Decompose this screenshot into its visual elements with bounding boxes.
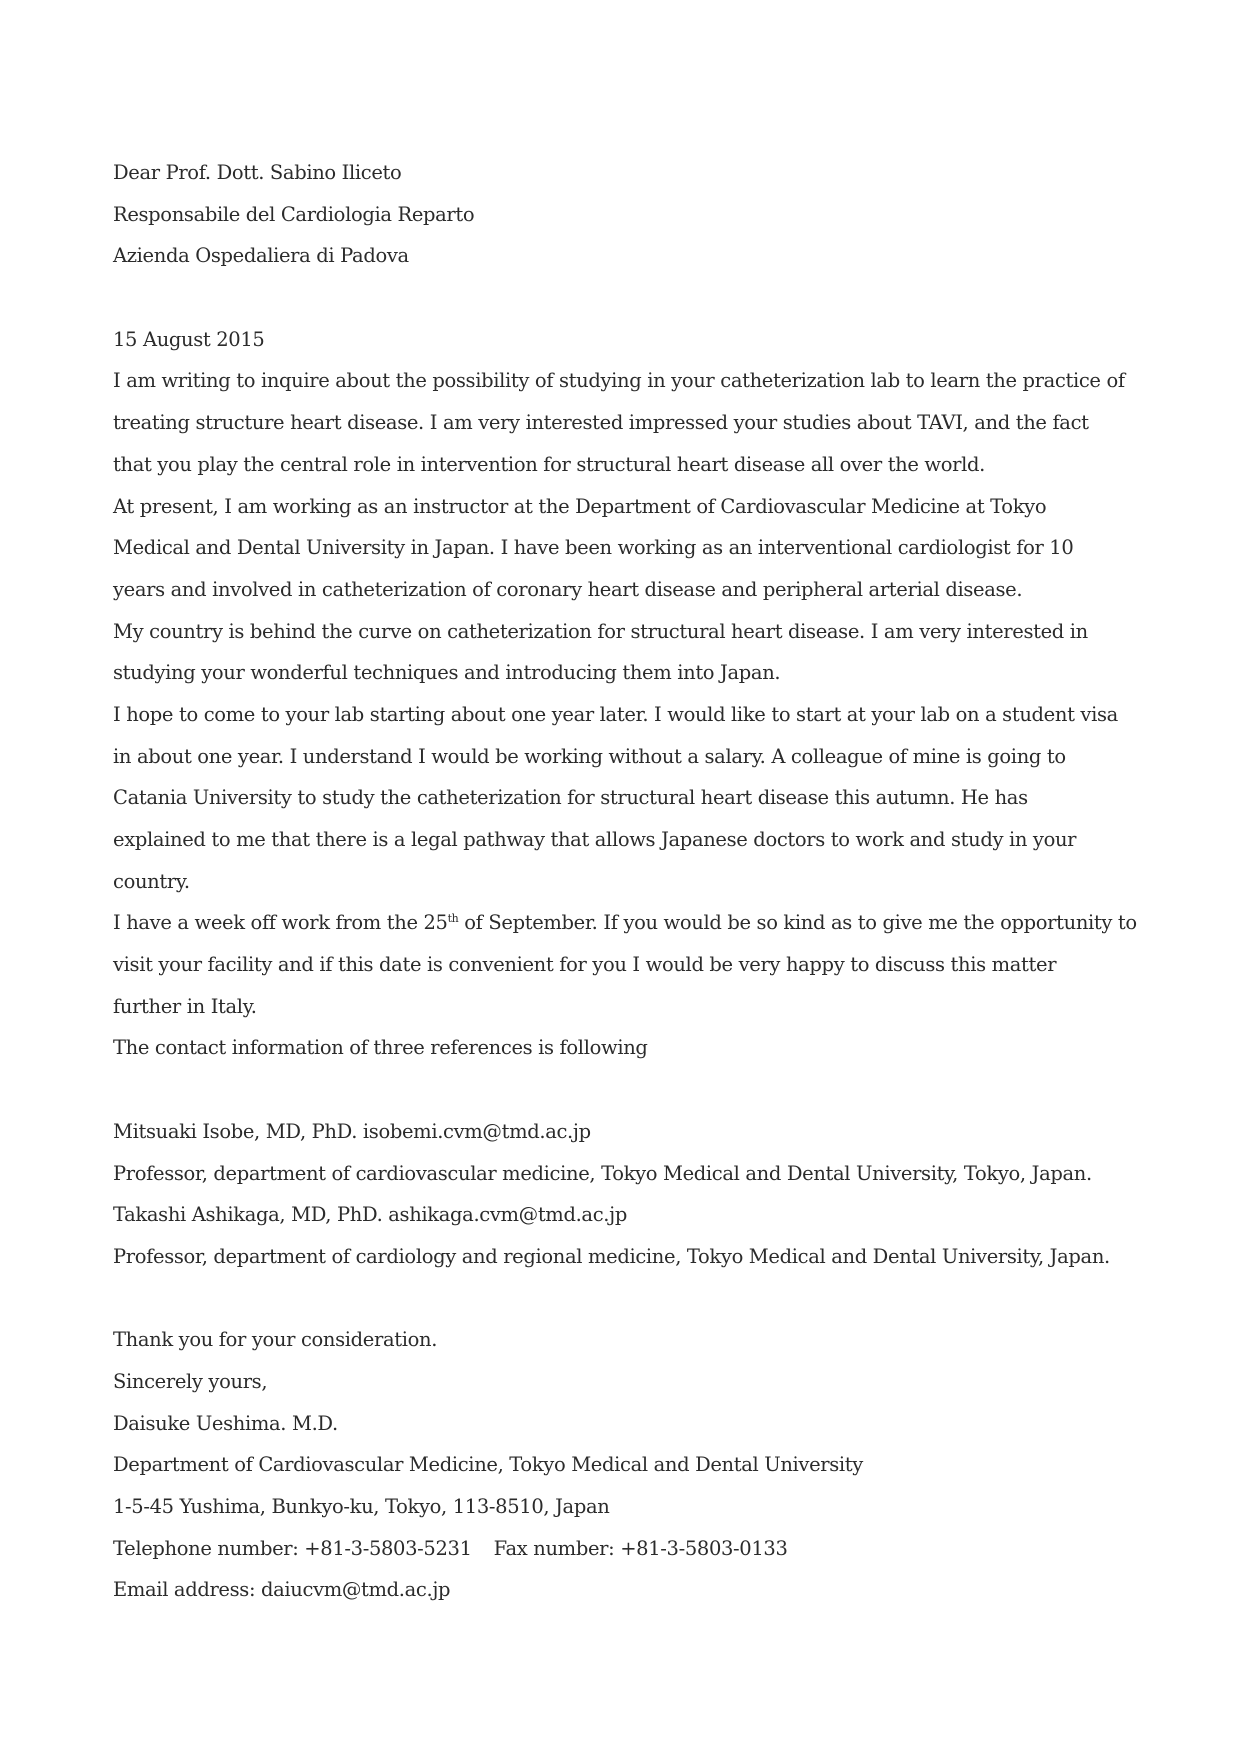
body-line: country. [113, 869, 190, 893]
fax-number: Fax number: +81-3-5803-0133 [493, 1536, 788, 1560]
body-line: further in Italy. [113, 994, 257, 1018]
body-line: explained to me that there is a legal pathway that allows Japanese doctors to work and study in your [113, 828, 1077, 851]
recipient-institution: Azienda Ospedaliera di Padova [113, 244, 409, 268]
spacer [113, 1278, 1133, 1320]
body-line: studying your wonderful techniques and introducing them into Japan. [113, 661, 781, 685]
ordinal-suffix: th [447, 912, 459, 926]
reference-name: Mitsuaki Isobe, MD, PhD. isobemi.cvm@tmd.ac.jp [113, 1119, 591, 1143]
references-intro: The contact information of three references is following [113, 1036, 648, 1060]
references-list [113, 1111, 1133, 1278]
closing-signoff: Sincerely yours, [113, 1369, 268, 1393]
paragraph-plan [113, 694, 1133, 902]
signature-name: Daisuke Ueshima. M.D. [113, 1411, 338, 1435]
body-line [113, 902, 1137, 944]
spacer [113, 1069, 1133, 1111]
body-text: I have a week off work from the 25 [113, 911, 448, 935]
paragraph-visit [113, 902, 1137, 1027]
reference-affiliation: Professor, department of cardiovascular medicine, Tokyo Medical and Dental University, Tokyo, Japan. [113, 1161, 1092, 1185]
body-line: I am writing to inquire about the possibility of studying in your catheterization lab to learn the practice of [113, 369, 1125, 393]
body-line: My country is behind the curve on catheterization for structural heart disease. I am very interested in [113, 619, 1088, 643]
body-line: I hope to come to your lab starting about one year later. I would like to start at your lab on a student visa [113, 702, 1118, 726]
letter-page [113, 152, 1137, 1611]
body-line: treating structure heart disease. I am very interested impressed your studies about TAVI, and the fact [113, 411, 1089, 435]
spacer [113, 277, 1133, 319]
reference-name: Takashi Ashikaga, MD, PhD. ashikaga.cvm@tmd.ac.jp [113, 1203, 627, 1227]
telephone-number: Telephone number: +81-3-5803-5231 [113, 1536, 472, 1560]
paragraph-background [113, 486, 1133, 611]
reference-affiliation: Professor, department of cardiology and regional medicine, Tokyo Medical and Dental University, Japan. [113, 1244, 1110, 1268]
recipient-title: Responsabile del Cardiologia Reparto [113, 202, 475, 226]
body-line: Catania University to study the catheterization for structural heart disease this autumn. He has [113, 786, 1028, 810]
paragraph-intro [113, 360, 1133, 485]
body-line: visit your facility and if this date is convenient for you I would be very happy to discuss this matter [113, 953, 1057, 977]
body-line: that you play the central role in intervention for structural heart disease all over the world. [113, 452, 985, 476]
body-text: of September. If you would be so kind as to give me the opportunity to [458, 911, 1137, 935]
signature-email: Email address: daiucvm@tmd.ac.jp [113, 1578, 451, 1602]
body-line: Medical and Dental University in Japan. I have been working as an interventional cardiologist for 10 [113, 536, 1074, 560]
body-line: At present, I am working as an instructor at the Department of Cardiovascular Medicine at Tokyo [113, 494, 1047, 518]
letter-date: 15 August 2015 [113, 327, 265, 351]
body-line: years and involved in catheterization of coronary heart disease and peripheral arterial disease. [113, 577, 1023, 601]
body-line: in about one year. I understand I would be working without a salary. A colleague of mine is going to [113, 744, 1066, 768]
signature-department: Department of Cardiovascular Medicine, Tokyo Medical and Dental University [113, 1453, 863, 1477]
closing-thanks: Thank you for your consideration. [113, 1328, 438, 1352]
signature-address: 1-5-45 Yushima, Bunkyo-ku, Tokyo, 113-8510, Japan [113, 1495, 610, 1518]
recipient-salutation: Dear Prof. Dott. Sabino Iliceto [113, 161, 402, 184]
closing-block [113, 1319, 1133, 1611]
paragraph-motivation [113, 611, 1133, 694]
signature-phone-fax [113, 1528, 1133, 1570]
